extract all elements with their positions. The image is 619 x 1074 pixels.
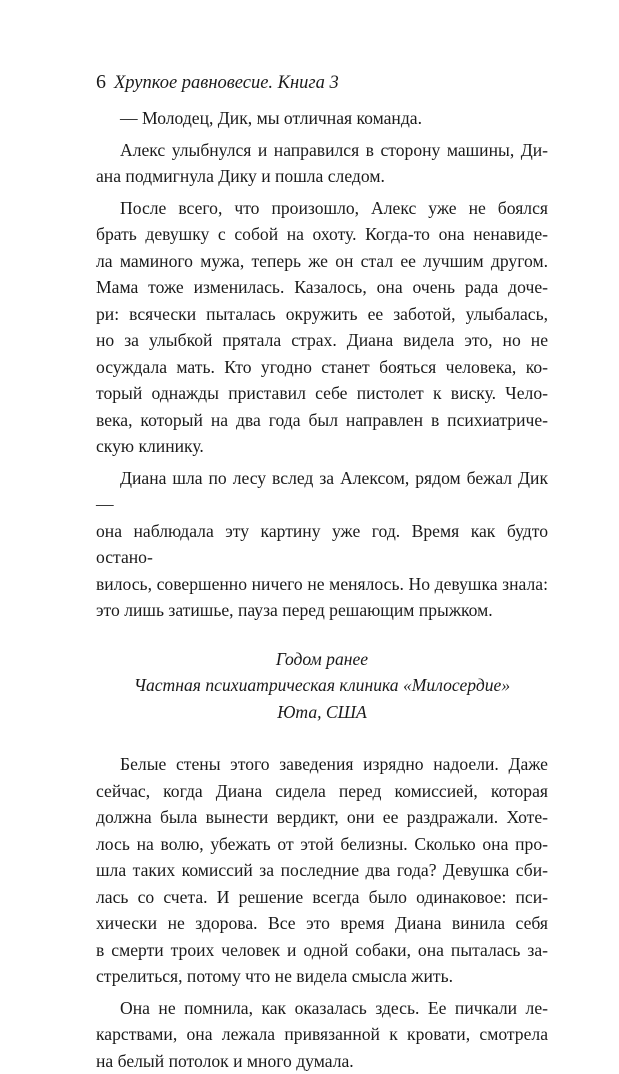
text-line: карствами, она лежала привязанной к кровати, смотрела: [96, 1021, 548, 1048]
text-line: Мама тоже изменилась. Казалось, она очень рада дочe-: [96, 274, 548, 301]
book-page: [96, 70, 548, 1074]
text-line: сейчас, когда Диана сидела перед комиссией, которая: [96, 778, 548, 805]
heading-line-time: Годом ранее: [96, 646, 548, 673]
text-line: лась со счета. И решение всегда было одинаковое: пси-: [96, 884, 548, 911]
heading-line-location: Юта, США: [96, 699, 548, 726]
page-number: 6: [96, 71, 106, 93]
text-line: скую клинику.: [96, 433, 548, 460]
heading-line-place: Частная психиатрическая клиника «Милосердие»: [96, 672, 548, 699]
text-line: Белые стены этого заведения изрядно надоели. Даже: [96, 751, 548, 778]
body-text-section-2: [96, 751, 548, 1074]
text-line: торый однажды приставил себе пистолет к виску. Чело-: [96, 380, 548, 407]
body-text-section-1: [96, 105, 548, 624]
text-line: Она не помнила, как оказалась здесь. Ее пичкали ле-: [96, 995, 548, 1022]
text-line: брать девушку с собой на охоту. Когда-то она ненавиде-: [96, 221, 548, 248]
text-line: — Молодец, Дик, мы отличная команда.: [96, 105, 548, 132]
text-line: Алекс улыбнулся и направился в сторону машины, Ди-: [96, 137, 548, 164]
text-line: она наблюдала эту картину уже год. Время как будто остано-: [96, 518, 548, 571]
text-line: в смерти троих человек и одной собаки, она пыталась за-: [96, 937, 548, 964]
text-line: осуждала мать. Кто угодно станет бояться человека, ко-: [96, 354, 548, 381]
text-line: но за улыбкой прятала страх. Диана видела это, но не: [96, 327, 548, 354]
page-header: [96, 70, 548, 95]
text-line: ана подмигнула Дику и пошла следом.: [96, 163, 548, 190]
text-line: ла маминого мужа, теперь же он стал ее лучшим другом.: [96, 248, 548, 275]
running-title: Хрупкое равновесие. Книга 3: [114, 73, 339, 93]
text-line: шла таких комиссий за последние два года? Девушка сби-: [96, 857, 548, 884]
chapter-heading: [96, 646, 548, 726]
text-line: это лишь затишье, пауза перед решающим прыжком.: [96, 597, 548, 624]
text-line: ри: всячески пыталась окружить ее заботой, улыбалась,: [96, 301, 548, 328]
text-line: на белый потолок и много думала.: [96, 1048, 548, 1074]
text-line: века, который на два года был направлен в психиатриче-: [96, 407, 548, 434]
text-line: хически не здорова. Все это время Диана винила себя: [96, 910, 548, 937]
text-line: стрелиться, потому что не видела смысла жить.: [96, 963, 548, 990]
text-line: Диана шла по лесу вслед за Алексом, рядом бежал Дик —: [96, 465, 548, 518]
text-line: вилось, совершенно ничего не менялось. Но девушка знала:: [96, 571, 548, 598]
text-line: должна была вынести вердикт, они ее раздражали. Хоте-: [96, 804, 548, 831]
text-line: лось на волю, убежать от этой белизны. Сколько она про-: [96, 831, 548, 858]
text-line: После всего, что произошло, Алекс уже не боялся: [96, 195, 548, 222]
